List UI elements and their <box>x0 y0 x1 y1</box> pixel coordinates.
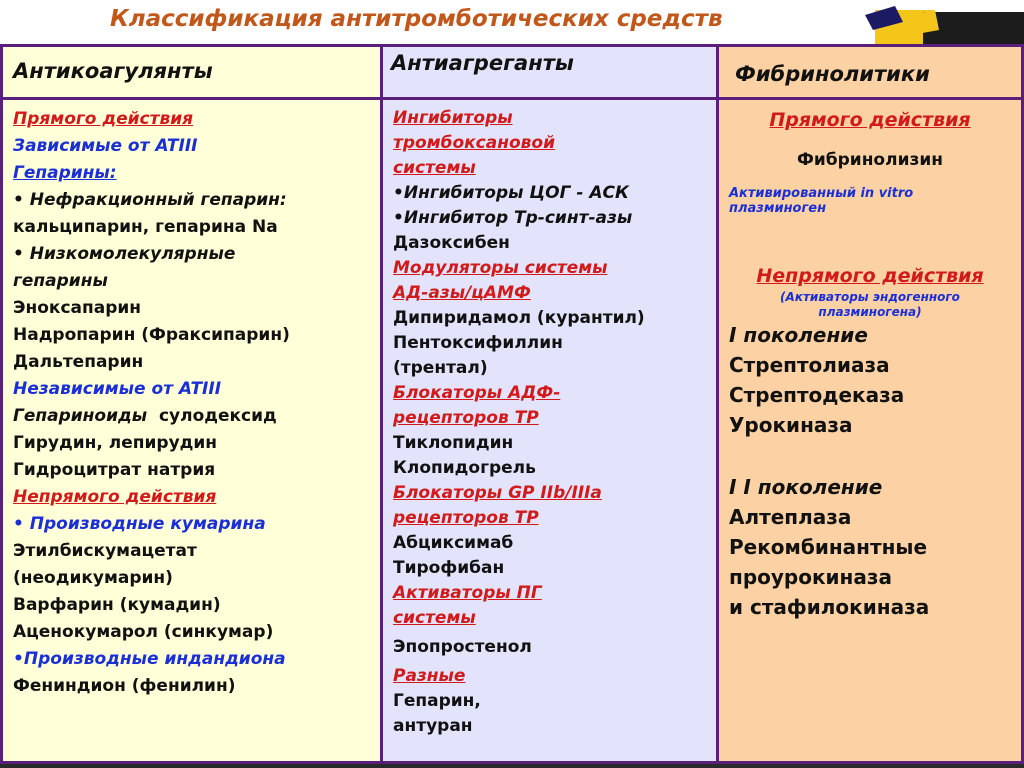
list-item: Дипиридамол (курантил) <box>393 308 645 328</box>
list-item: Рекомбинантные <box>729 535 928 559</box>
antiagg-adp-blockers-heading: рецепторов ТР <box>393 408 539 428</box>
antiagg-gp-blockers-heading: рецепторов ТР <box>393 508 539 528</box>
antiagg-misc-heading: Разные <box>393 666 466 686</box>
list-item: Дазоксибен <box>393 233 510 253</box>
decorative-clipart-icon <box>855 0 1024 46</box>
list-item: и стафилокиназа <box>729 595 930 619</box>
anticoag-unfractionated: • Нефракционный гепарин: <box>13 190 287 210</box>
list-item: Эноксапарин <box>13 298 142 318</box>
list-item: Стрептодеказа <box>729 383 905 407</box>
header-fibrinolytics-label: Фибринолитики <box>735 62 930 86</box>
list-item: Тирофибан <box>393 558 505 578</box>
list-item: сулодексид <box>158 406 277 426</box>
header-fibrinolytics <box>716 44 1024 100</box>
fibrin-generation-1: I поколение <box>729 323 868 347</box>
list-item: Аценокумарол (синкумар) <box>13 622 274 642</box>
anticoag-atiii-dependent: Зависимые от ATIII <box>13 136 198 156</box>
fibrin-plasminogen-note: плазминоген <box>729 201 827 216</box>
antiagg-thromboxane-heading: Ингибиторы <box>393 108 513 128</box>
header-antiaggregants-label: Антиагреганты <box>391 51 574 75</box>
fibrin-indirect-heading: Непрямого действия <box>756 265 984 287</box>
anticoag-heparins-2: гепарины <box>13 271 108 291</box>
antiagg-thromboxane-heading: тромбоксановой <box>393 133 556 153</box>
list-item: Дальтепарин <box>13 352 144 372</box>
antiagg-modulators-heading: Модуляторы системы <box>393 258 608 278</box>
list-item: Фибринолизин <box>796 150 944 170</box>
fibrin-activators-note: плазминогена) <box>818 305 922 319</box>
antiagg-pg-activators-heading: Активаторы ПГ <box>393 583 542 603</box>
list-item: Надропарин (Фраксипарин) <box>13 325 290 345</box>
column-anticoagulants <box>0 97 383 764</box>
anticoag-indandione: •Производные индандиона <box>13 649 286 669</box>
list-item: (трентал) <box>393 358 488 378</box>
anticoag-indirect-heading: Непрямого действия <box>13 487 217 507</box>
anticoag-lmwh: • Низкомолекулярные <box>13 244 236 264</box>
antiagg-thromboxane-heading: системы <box>393 158 476 178</box>
anticoag-direct-heading: Прямого действия <box>13 109 194 129</box>
antiagg-gp-blockers-heading: Блокаторы GP IIb/IIIa <box>393 483 602 503</box>
list-item: •Ингибитор Тр-синт-азы <box>393 208 633 228</box>
header-anticoagulants-label: Антикоагулянты <box>13 59 213 83</box>
list-item: Тиклопидин <box>393 433 514 453</box>
list-item: Клопидогрель <box>393 458 536 478</box>
anticoag-heparins: Гепарины: <box>13 163 117 183</box>
antiagg-pg-activators-heading: системы <box>393 608 476 628</box>
classification-table <box>0 44 1024 764</box>
antiagg-adp-blockers-heading: Блокаторы АДФ- <box>393 383 561 403</box>
list-item: проурокиназа <box>729 565 892 589</box>
anticoag-heparinoids: Гепариноиды <box>13 406 148 426</box>
list-item: Алтеплаза <box>729 505 852 529</box>
list-item: Эпопростенол <box>393 637 532 657</box>
anticoag-atiii-independent: Независимые от ATIII <box>13 379 222 399</box>
list-item: (неодикумарин) <box>13 568 173 588</box>
fibrin-direct-heading: Прямого действия <box>769 109 971 131</box>
list-item: Пентоксифиллин <box>393 333 563 353</box>
column-antiaggregants <box>380 97 719 764</box>
list-item: Гепарин, <box>393 691 481 711</box>
header-antiaggregants <box>380 44 719 100</box>
list-item: Этилбискумацетат <box>13 541 197 561</box>
anticoag-calciparin: кальципарин, гепарина Na <box>13 217 278 237</box>
list-item: •Ингибиторы ЦОГ - АСК <box>393 183 629 203</box>
page-title: Классификация антитромботических средств <box>110 6 723 32</box>
list-item: Стрептолиаза <box>729 353 890 377</box>
column-fibrinolytics <box>716 97 1024 764</box>
anticoag-coumarin: • Производные кумарина <box>13 514 266 534</box>
header-anticoagulants <box>0 44 383 100</box>
list-item: Фениндион (фенилин) <box>13 676 236 696</box>
antiagg-modulators-heading: АД-азы/цАМФ <box>393 283 531 303</box>
fibrin-generation-2: I I поколение <box>729 475 883 499</box>
list-item: Абциксимаб <box>393 533 514 553</box>
list-item: Гидроцитрат натрия <box>13 460 216 480</box>
fibrin-plasminogen-note: Активированный in vitro <box>729 186 914 201</box>
list-item: Урокиназа <box>729 413 853 437</box>
list-item: Варфарин (кумадин) <box>13 595 221 615</box>
fibrin-activators-note: (Активаторы эндогенного <box>780 290 960 304</box>
list-item: антуран <box>393 716 473 736</box>
list-item: Гирудин, лепирудин <box>13 433 218 453</box>
